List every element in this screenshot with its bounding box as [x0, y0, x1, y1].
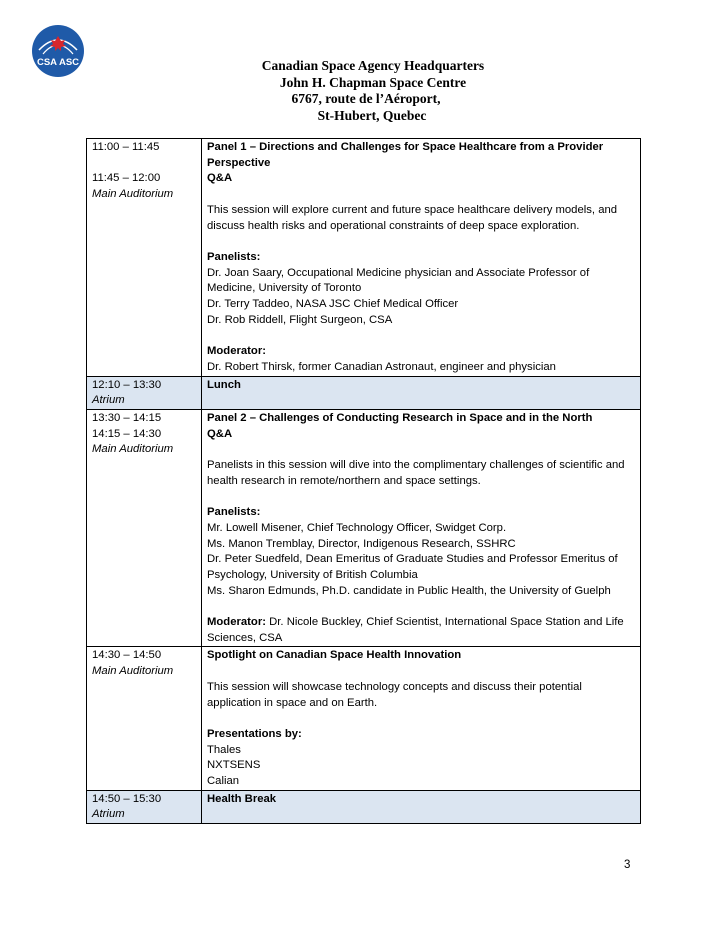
- location: Main Auditorium: [92, 188, 174, 201]
- panelist: Dr. Joan Saary, Occupational Medicine physician and Associate Professor of Medicine, University of Toronto: [207, 266, 590, 295]
- page-number: 3: [624, 859, 631, 871]
- time-slot: 14:30 – 14:50: [92, 649, 162, 662]
- session-cell: [202, 409, 641, 647]
- panelist: Dr. Rob Riddell, Flight Surgeon, CSA: [207, 313, 393, 326]
- location: Main Auditorium: [92, 443, 174, 456]
- venue-line-1: Canadian Space Agency Headquarters: [261, 58, 485, 73]
- time-slot: 11:45 – 12:00: [92, 172, 161, 185]
- schedule-row-spotlight: [87, 647, 641, 790]
- presenter: Calian: [207, 775, 240, 787]
- panelist: Dr. Peter Suedfeld, Dean Emeritus of Graduate Studies and Professor Emeritus of Psychology, University of British Columbia: [207, 553, 618, 581]
- moderator-label: Moderator:: [207, 616, 266, 628]
- time-slot: 14:50 – 15:30: [92, 792, 162, 805]
- time-cell: [87, 647, 202, 790]
- time-cell: [87, 409, 202, 647]
- presenter: Thales: [207, 743, 241, 756]
- session-title: Lunch: [207, 378, 241, 391]
- moderator: Dr. Robert Thirsk, former Canadian Astronaut, engineer and physician: [207, 360, 556, 373]
- panelist: Mr. Lowell Misener, Chief Technology Officer, Swidget Corp.: [207, 521, 507, 534]
- schedule-row-panel-2: [87, 409, 641, 647]
- logo-text: CSA ASC: [36, 57, 80, 68]
- venue-header: [0, 58, 720, 124]
- venue-line-4: St-Hubert, Quebec: [317, 107, 427, 123]
- panelist: Ms. Sharon Edmunds, Ph.D. candidate in Public Health, the University of Guelph: [207, 584, 611, 597]
- time-cell: [87, 139, 202, 377]
- session-title: Panel 1 – Directions and Challenges for Space Healthcare from a Provider Perspective: [207, 141, 604, 169]
- panelists-label: Panelists:: [207, 250, 261, 263]
- session-cell: [202, 376, 641, 409]
- schedule-row-lunch: [87, 376, 641, 409]
- session-title: Panel 2 – Challenges of Conducting Research in Space and in the North: [207, 411, 593, 424]
- venue-line-3: 6767, route de l’Aéroport,: [291, 91, 441, 106]
- session-description: This session will explore current and future space healthcare delivery models, and discuss health risks and operational constraints of deep space exploration.: [207, 203, 618, 232]
- location: Main Auditorium: [92, 665, 174, 678]
- time-slot: 11:00 – 11:45: [92, 141, 160, 153]
- qa-label: Q&A: [207, 427, 233, 440]
- presenters-label: Presentations by:: [207, 727, 302, 740]
- moderator-label: Moderator:: [207, 345, 266, 358]
- presenter: NXTSENS: [207, 759, 261, 772]
- time-slot: 12:10 – 13:30: [92, 378, 162, 391]
- venue-line-2: John H. Chapman Space Centre: [279, 74, 467, 90]
- session-title: Spotlight on Canadian Space Health Innovation: [207, 649, 462, 662]
- location: Atrium: [92, 808, 125, 821]
- panelists-label: Panelists:: [207, 506, 261, 519]
- panelist: Dr. Terry Taddeo, NASA JSC Chief Medical Officer: [207, 298, 459, 310]
- qa-label: Q&A: [207, 172, 233, 185]
- schedule-row-panel-1: [87, 139, 641, 377]
- time-cell: [87, 376, 202, 409]
- session-description: Panelists in this session will dive into the complimentary challenges of scientific and health research in remote/northern and space settings.: [207, 459, 625, 487]
- schedule-table: [86, 138, 641, 824]
- session-title: Health Break: [207, 792, 277, 805]
- time-slot: 13:30 – 14:15: [92, 411, 162, 424]
- time-slot: 14:15 – 14:30: [92, 427, 162, 440]
- moderator: Dr. Nicole Buckley, Chief Scientist, International Space Station and Life Sciences, CSA: [207, 616, 624, 644]
- schedule-row-health-break: [87, 790, 641, 823]
- moderator-line: [207, 615, 635, 646]
- panelist: Ms. Manon Tremblay, Director, Indigenous Research, SSHRC: [207, 537, 516, 550]
- session-description: This session will showcase technology concepts and discuss their potential application in space and on Earth.: [207, 680, 582, 709]
- session-cell: [202, 790, 641, 823]
- session-cell: [202, 139, 641, 377]
- location: Atrium: [92, 394, 125, 407]
- session-cell: [202, 647, 641, 790]
- time-cell: [87, 790, 202, 823]
